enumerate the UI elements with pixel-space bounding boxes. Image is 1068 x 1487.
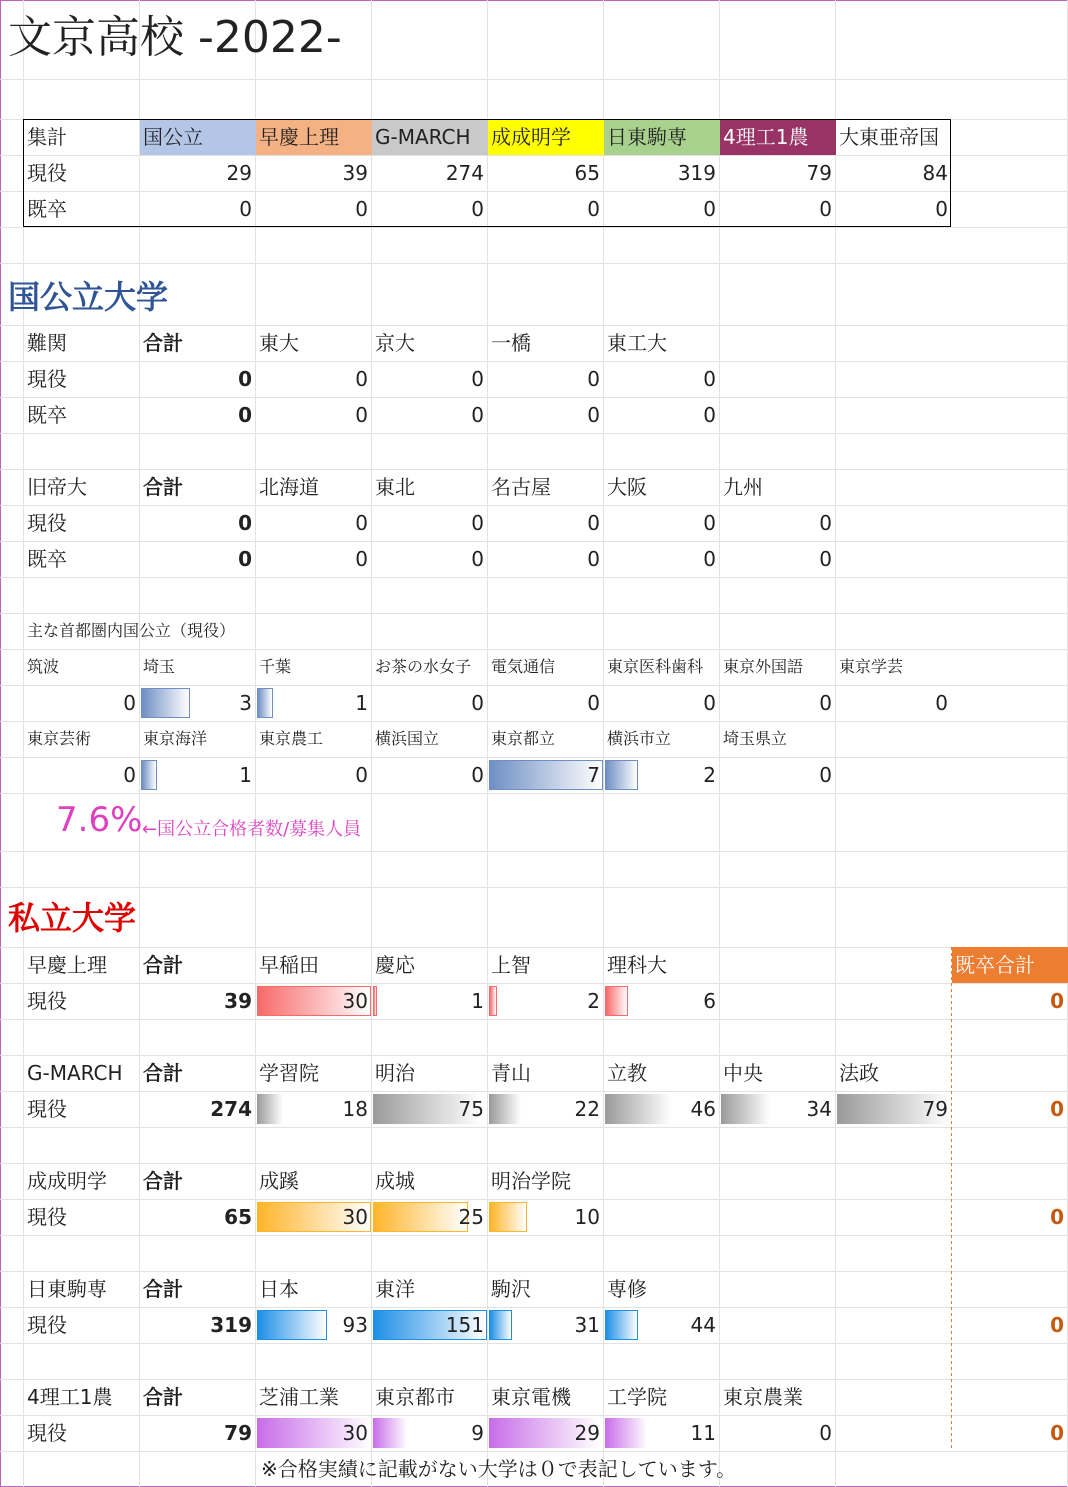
kyutei-row-total[interactable]: 0 (238, 547, 252, 571)
metro_row1-value[interactable] (140, 685, 256, 721)
private-row-total[interactable]: 319 (210, 1313, 252, 1337)
private-value-text: 0 (819, 1421, 832, 1445)
metro_row1-value[interactable] (604, 685, 720, 721)
private-value[interactable] (604, 983, 720, 1019)
private-value-text: 29 (574, 1421, 600, 1445)
private-value-text: 2 (587, 989, 600, 1013)
summary-row-label[interactable]: 現役 (27, 161, 67, 185)
summary-label[interactable]: 集計 (27, 125, 67, 149)
metro_row2-value[interactable] (24, 757, 140, 793)
metro_row1-value[interactable] (24, 685, 140, 721)
private-bar (489, 1094, 521, 1124)
private-school[interactable]: 工学院 (607, 1385, 667, 1409)
private-value[interactable] (372, 1307, 488, 1343)
private-value-text: 10 (574, 1205, 600, 1229)
metro_row2-value-text: 1 (239, 763, 252, 787)
summary-value[interactable]: 0 (935, 197, 948, 221)
private-value-text: 1 (471, 989, 484, 1013)
private-value-text: 79 (922, 1097, 948, 1121)
nanken-value[interactable]: 0 (471, 367, 484, 391)
metro_row1-name[interactable]: 東京外国語 (723, 657, 804, 676)
private-value-text: 6 (703, 989, 716, 1013)
private-school[interactable]: 上智 (491, 953, 531, 977)
private-school[interactable]: 東洋 (375, 1277, 415, 1301)
private-group-label[interactable]: G-MARCH (27, 1061, 123, 1085)
private-row-label[interactable]: 現役 (27, 1205, 67, 1229)
metro_row1-value-text: 1 (355, 691, 368, 715)
private-value[interactable] (488, 1091, 604, 1127)
private-value-text: 93 (342, 1313, 368, 1337)
nanken-value[interactable]: 0 (703, 367, 716, 391)
private-value[interactable] (256, 1307, 372, 1343)
kyutei-value[interactable]: 0 (819, 511, 832, 535)
private-bar (489, 1310, 512, 1340)
metro_row1-value-text: 3 (239, 691, 252, 715)
summary-value[interactable]: 39 (342, 161, 368, 185)
kisotsu-total-value[interactable]: 0 (1050, 1205, 1064, 1229)
metro_row2-value[interactable] (372, 757, 488, 793)
summary-header-0[interactable]: 国公立 (140, 119, 256, 155)
metro_row2-name[interactable]: 東京海洋 (143, 729, 208, 748)
metro_row1-name[interactable]: 埼玉 (143, 657, 176, 676)
private-school[interactable]: 明治学院 (491, 1169, 571, 1193)
nanken-school[interactable]: 東大 (259, 331, 299, 355)
kyutei-value[interactable]: 0 (587, 547, 600, 571)
summary-table-border (23, 119, 951, 227)
metro_row1-name[interactable]: 東京学芸 (839, 657, 904, 676)
kyutei-value[interactable]: 0 (587, 511, 600, 535)
summary-value[interactable]: 0 (703, 197, 716, 221)
private-bar (721, 1094, 770, 1124)
metro_row1-name[interactable]: 電気通信 (491, 657, 556, 676)
nanken-value[interactable]: 0 (355, 367, 368, 391)
kyutei-value[interactable]: 0 (819, 547, 832, 571)
metro_row1-value[interactable] (488, 685, 604, 721)
metro_row2-name[interactable]: 東京農工 (259, 729, 324, 748)
private-value[interactable] (372, 983, 488, 1019)
private-school[interactable]: 慶応 (375, 953, 415, 977)
metro_row2-value-text: 2 (703, 763, 716, 787)
nanken-value[interactable]: 0 (703, 403, 716, 427)
private-total-label[interactable]: 合計 (143, 1277, 183, 1301)
private-bar (489, 1202, 527, 1232)
kisotsu-total-value[interactable]: 0 (1050, 1313, 1064, 1337)
private-value[interactable] (720, 1091, 836, 1127)
metro-caption: 主な首都圏内国公立（現役） (27, 621, 236, 640)
private-value-text: 30 (342, 989, 368, 1013)
private-school[interactable]: 立教 (607, 1061, 647, 1085)
metro_row2-name[interactable]: 東京芸術 (27, 729, 92, 748)
nanken-value[interactable]: 0 (355, 403, 368, 427)
metro_row1-value[interactable] (720, 685, 836, 721)
private-group-label[interactable]: 4理工1農 (27, 1385, 113, 1409)
private-school[interactable]: 日本 (259, 1277, 299, 1301)
metro_row2-name[interactable]: 埼玉県立 (723, 729, 788, 748)
metro_row2-value-text: 0 (355, 763, 368, 787)
private-group-label[interactable]: 早慶上理 (27, 953, 107, 977)
private-bar (373, 986, 377, 1016)
private-value-text: 22 (574, 1097, 600, 1121)
kisotsu-total-value[interactable]: 0 (1050, 989, 1064, 1013)
summary-value[interactable]: 65 (574, 161, 600, 185)
metro_row2-value-text: 0 (819, 763, 832, 787)
summary-row-label[interactable]: 既卒 (27, 197, 67, 221)
kyutei-school[interactable]: 大阪 (607, 475, 647, 499)
private-row-label[interactable]: 現役 (27, 1421, 67, 1445)
metro_row1-name[interactable]: 筑波 (27, 657, 60, 676)
kyutei-value[interactable]: 0 (471, 547, 484, 571)
summary-header-6[interactable]: 大東亜帝国 (836, 119, 952, 155)
private-school[interactable]: 早稲田 (259, 953, 319, 977)
private-total-label[interactable]: 合計 (143, 1169, 183, 1193)
private-school[interactable]: 法政 (839, 1061, 879, 1085)
private-value-text: 46 (690, 1097, 716, 1121)
private-row-label[interactable]: 現役 (27, 989, 67, 1013)
metro_row2-name[interactable]: 横浜市立 (607, 729, 672, 748)
metro_row1-value[interactable] (836, 685, 952, 721)
private-total-label[interactable]: 合計 (143, 953, 183, 977)
kyutei-value[interactable]: 0 (355, 547, 368, 571)
private-total-label[interactable]: 合計 (143, 1385, 183, 1409)
private-value-text: 30 (342, 1205, 368, 1229)
private-school[interactable]: 青山 (491, 1061, 531, 1085)
private-value[interactable] (372, 1415, 488, 1451)
private-value[interactable] (256, 1199, 372, 1235)
summary-value[interactable]: 0 (471, 197, 484, 221)
kyutei-school[interactable]: 東北 (375, 475, 415, 499)
private-value[interactable] (488, 1199, 604, 1235)
private-value[interactable] (604, 1415, 720, 1451)
metro_row2-bar (489, 760, 603, 790)
summary-header-1[interactable]: 早慶上理 (256, 119, 372, 155)
private-value[interactable] (488, 983, 604, 1019)
private-value[interactable] (720, 1415, 836, 1451)
private-school[interactable]: 東京農業 (723, 1385, 803, 1409)
nanken-school[interactable]: 京大 (375, 331, 415, 355)
private-value[interactable] (256, 983, 372, 1019)
private-group-label[interactable]: 日東駒専 (27, 1277, 107, 1301)
private-value[interactable] (836, 1091, 952, 1127)
nanken-row-label[interactable]: 既卒 (27, 403, 67, 427)
private-value[interactable] (256, 1415, 372, 1451)
private-school[interactable]: 明治 (375, 1061, 415, 1085)
private-school[interactable]: 駒沢 (491, 1277, 531, 1301)
nanken-value[interactable]: 0 (471, 403, 484, 427)
nanken-school[interactable]: 東工大 (607, 331, 667, 355)
kyutei-value[interactable]: 0 (703, 547, 716, 571)
private-group-label[interactable]: 成成明学 (27, 1169, 107, 1193)
metro_row2-value-text: 7 (587, 763, 600, 787)
kyutei-school[interactable]: 九州 (723, 475, 763, 499)
metro_row1-value[interactable] (372, 685, 488, 721)
nanken-row-total[interactable]: 0 (238, 367, 252, 391)
private-row-label[interactable]: 現役 (27, 1097, 67, 1121)
kisotsu-total-header: 既卒合計 (952, 947, 1068, 983)
metro_row1-name[interactable]: 千葉 (259, 657, 292, 676)
metro_row1-value-text: 0 (935, 691, 948, 715)
private-bar (605, 1418, 647, 1448)
metro_row1-name[interactable]: お茶の水女子 (375, 657, 472, 676)
summary-header-4[interactable]: 日東駒専 (604, 119, 720, 155)
metro_row2-value-text: 0 (471, 763, 484, 787)
private-row-total[interactable]: 274 (210, 1097, 252, 1121)
private-school[interactable]: 成城 (375, 1169, 415, 1193)
private-value[interactable] (372, 1091, 488, 1127)
private-bar (373, 1202, 468, 1232)
kyutei-row-total[interactable]: 0 (238, 511, 252, 535)
metro_row1-bar (257, 688, 273, 718)
kyutei-row-label[interactable]: 既卒 (27, 547, 67, 571)
private-school[interactable]: 東京都市 (375, 1385, 455, 1409)
private-bar (257, 1310, 327, 1340)
private-heading: 私立大学 (8, 899, 137, 937)
page-title: 文京高校 -2022- (8, 12, 342, 63)
private-bar (605, 1310, 638, 1340)
private-bar (605, 986, 628, 1016)
nanken-school[interactable]: 一橋 (491, 331, 531, 355)
kisotsu-total-value[interactable]: 0 (1050, 1421, 1064, 1445)
private-row-total[interactable]: 65 (224, 1205, 252, 1229)
summary-header-2[interactable]: G-MARCH (372, 119, 488, 155)
private-school[interactable]: 成蹊 (259, 1169, 299, 1193)
metro_row1-value-text: 0 (703, 691, 716, 715)
nanken-row-label[interactable]: 現役 (27, 367, 67, 391)
summary-value[interactable]: 319 (677, 161, 716, 185)
private-row-total[interactable]: 79 (224, 1421, 252, 1445)
private-value-text: 151 (445, 1313, 484, 1337)
private-bar (373, 1418, 407, 1448)
kyutei-school[interactable]: 名古屋 (491, 475, 551, 499)
metro_row1-value-text: 0 (123, 691, 136, 715)
metro_row2-bar (605, 760, 638, 790)
metro_row2-value[interactable] (488, 757, 604, 793)
private-school[interactable]: 学習院 (259, 1061, 319, 1085)
summary-value[interactable]: 0 (587, 197, 600, 221)
private-value[interactable] (488, 1307, 604, 1343)
private-value-text: 25 (458, 1205, 484, 1229)
kyutei-row-label[interactable]: 現役 (27, 511, 67, 535)
private-value-text: 9 (471, 1421, 484, 1445)
metro_row1-value-text: 0 (471, 691, 484, 715)
metro_row2-bar (141, 760, 157, 790)
private-value[interactable] (604, 1091, 720, 1127)
private-school[interactable]: 専修 (607, 1277, 647, 1301)
private-value-text: 44 (690, 1313, 716, 1337)
metro_row2-value[interactable] (256, 757, 372, 793)
summary-header-5[interactable]: 4理工1農 (720, 119, 836, 155)
metro_row2-value[interactable] (720, 757, 836, 793)
private-value[interactable] (488, 1415, 604, 1451)
private-value-text: 75 (458, 1097, 484, 1121)
nanken-total-label[interactable]: 合計 (143, 331, 183, 355)
kyutei-value[interactable]: 0 (355, 511, 368, 535)
kyutei-school[interactable]: 北海道 (259, 475, 319, 499)
private-bar (489, 986, 497, 1016)
kyutei-value[interactable]: 0 (703, 511, 716, 535)
metro_row1-value[interactable] (256, 685, 372, 721)
metro_row2-name[interactable]: 東京都立 (491, 729, 556, 748)
private-value[interactable] (604, 1307, 720, 1343)
national-heading: 国公立大学 (8, 278, 169, 316)
metro_row1-value-text: 0 (819, 691, 832, 715)
nanken-row-total[interactable]: 0 (238, 403, 252, 427)
private-value-text: 31 (574, 1313, 600, 1337)
metro_row2-value-text: 0 (123, 763, 136, 787)
kyutei-label[interactable]: 旧帝大 (27, 475, 87, 499)
summary-value[interactable]: 84 (922, 161, 948, 185)
private-total-label[interactable]: 合計 (143, 1061, 183, 1085)
summary-header-3[interactable]: 成成明学 (488, 119, 604, 155)
private-school[interactable]: 中央 (723, 1061, 763, 1085)
private-value-text: 11 (690, 1421, 716, 1445)
metro_row1-name[interactable]: 東京医科歯科 (607, 657, 704, 676)
private-value-text: 30 (342, 1421, 368, 1445)
ratio-value: 7.6% (56, 800, 143, 840)
private-bar (257, 1094, 283, 1124)
nanken-value[interactable]: 0 (587, 403, 600, 427)
private-school[interactable]: 芝浦工業 (259, 1385, 339, 1409)
metro_row1-bar (141, 688, 190, 718)
footnote: ※合格実績に記載がない大学は０で表記しています。 (261, 1457, 737, 1481)
private-value[interactable] (256, 1091, 372, 1127)
summary-value[interactable]: 274 (445, 161, 484, 185)
summary-value[interactable]: 29 (226, 161, 252, 185)
kyutei-value[interactable]: 0 (471, 511, 484, 535)
private-row-label[interactable]: 現役 (27, 1313, 67, 1337)
metro_row2-value[interactable] (604, 757, 720, 793)
summary-value[interactable]: 0 (819, 197, 832, 221)
private-value-text: 34 (806, 1097, 832, 1121)
metro_row1-value-text: 0 (587, 691, 600, 715)
private-school[interactable]: 東京電機 (491, 1385, 571, 1409)
kisotsu-total-value[interactable]: 0 (1050, 1097, 1064, 1121)
metro_row2-value[interactable] (140, 757, 256, 793)
summary-value[interactable]: 0 (355, 197, 368, 221)
private-bar (605, 1094, 671, 1124)
ratio-note: ←国公立合格者数/募集人員 (142, 819, 362, 840)
private-value-text: 18 (342, 1097, 368, 1121)
private-school[interactable]: 理科大 (607, 953, 667, 977)
nanken-value[interactable]: 0 (587, 367, 600, 391)
kyutei-total-label[interactable]: 合計 (143, 475, 183, 499)
private-row-total[interactable]: 39 (224, 989, 252, 1013)
private-value[interactable] (372, 1199, 488, 1235)
metro_row2-name[interactable]: 横浜国立 (375, 729, 440, 748)
summary-value[interactable]: 0 (239, 197, 252, 221)
nanken-label[interactable]: 難関 (27, 331, 67, 355)
summary-value[interactable]: 79 (806, 161, 832, 185)
